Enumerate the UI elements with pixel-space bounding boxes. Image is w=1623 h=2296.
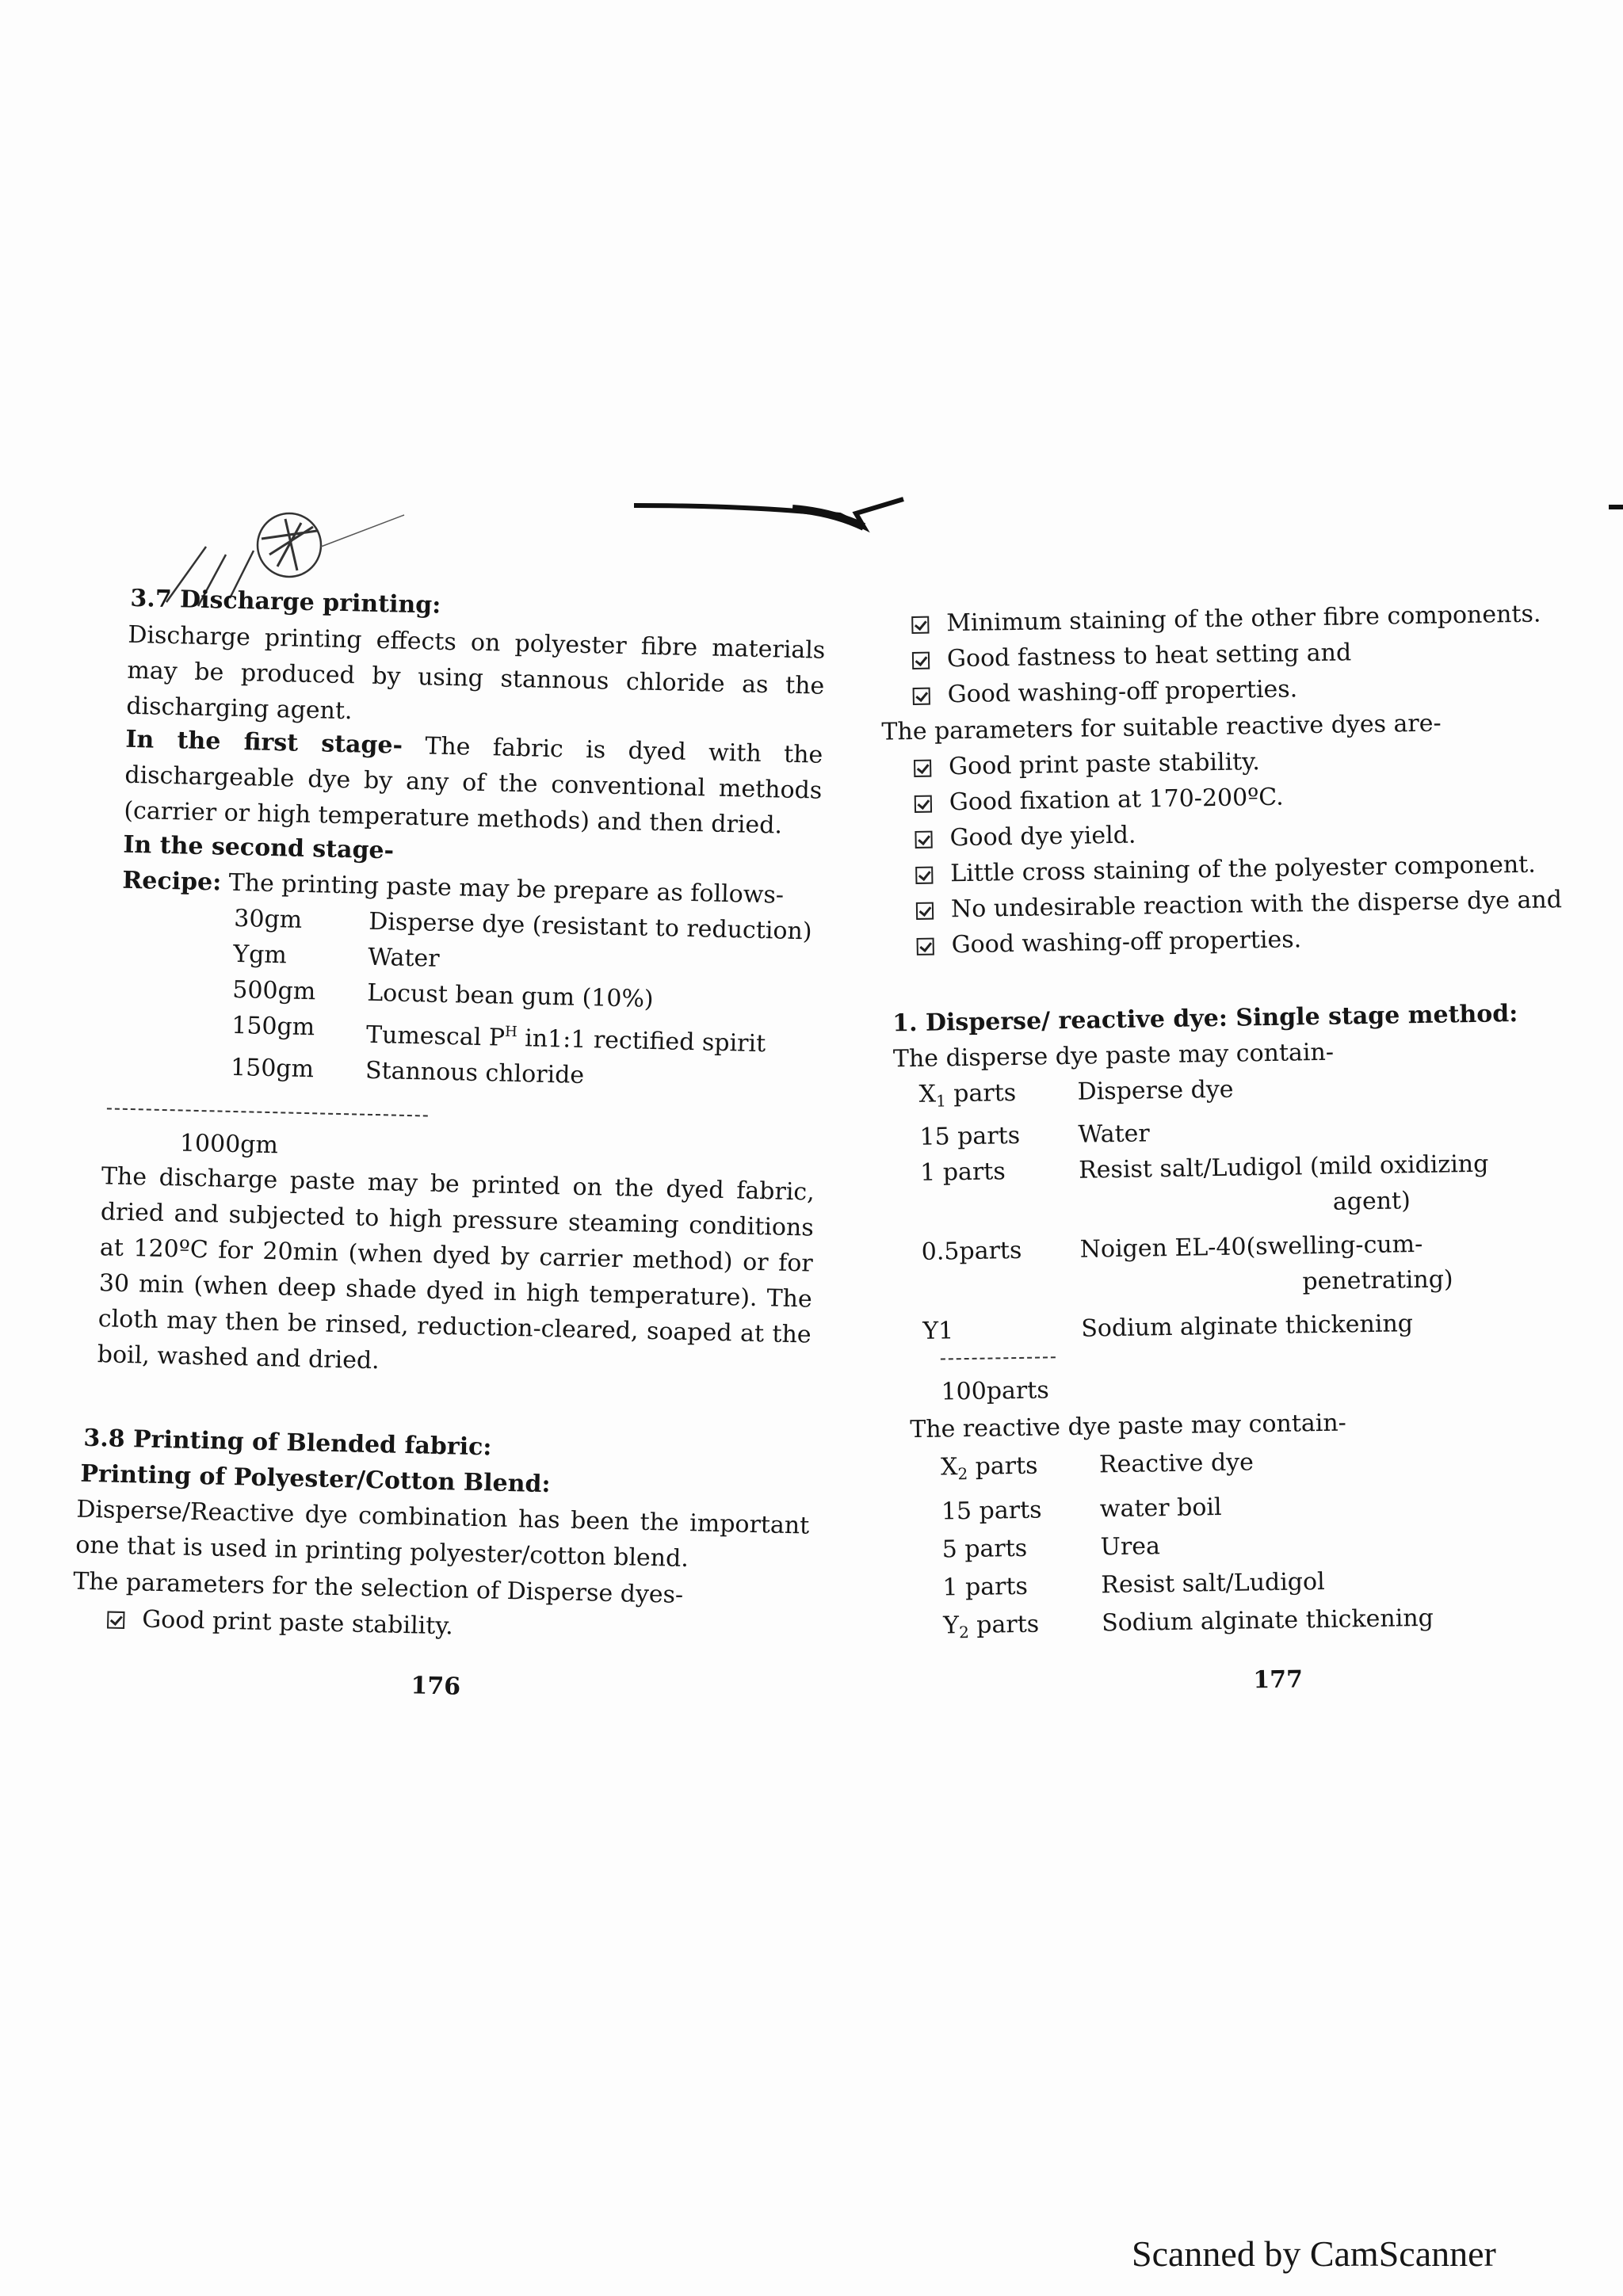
disperse-total: 100parts <box>941 1376 1049 1406</box>
paste-qty-part: parts <box>967 1451 1038 1482</box>
recipe-table <box>231 901 812 1098</box>
paste-item: Urea <box>1100 1532 1161 1562</box>
paste-row <box>922 1305 1491 1349</box>
checkbox-icon <box>915 831 932 849</box>
paste-qty: 0.5parts <box>921 1236 1022 1266</box>
recipe-item: Locust bean gum (10%) <box>366 978 655 1013</box>
checklist-text: Good washing-off properties. <box>947 675 1298 709</box>
recipe-item: Water <box>367 943 440 973</box>
blend-paragraph: Disperse/Reactive dye combination has been the important one that is used in printing polyester/cotton blend. <box>75 1495 810 1573</box>
checklist-text: No undesirable reaction with the disperse dye and <box>950 886 1563 924</box>
recipe-divider <box>107 1108 428 1116</box>
recipe-item-sup: H <box>504 1023 518 1041</box>
checklist-text: Minimum staining of the other fibre components. <box>946 600 1541 638</box>
checklist-text: Good fixation at 170-200ºC. <box>949 783 1284 817</box>
paste-item-continued: penetrating) <box>1302 1265 1453 1296</box>
recipe-item: Disperse dye (resistant to reduction) <box>368 907 812 946</box>
right-page <box>854 0 1623 1789</box>
paste-item-continued: agent) <box>1332 1187 1411 1216</box>
recipe-qty: 150gm <box>231 1011 315 1042</box>
disperse-params-intro: The parameters for the selection of Disperse dyes- <box>72 1567 684 1610</box>
paste-item: Sodium alginate thickening <box>1081 1310 1414 1343</box>
paste-qty: 15 parts <box>919 1121 1021 1151</box>
paste-row <box>943 1600 1434 1652</box>
paste-qty-part: Y <box>942 1611 960 1640</box>
checkbox-icon <box>915 867 933 884</box>
recipe-item-part: in1:1 rectified spirit <box>517 1024 766 1058</box>
checklist-text: Good washing-off properties. <box>951 925 1302 959</box>
paste-qty: Y1 <box>922 1317 954 1345</box>
paste-item: Water <box>1078 1119 1151 1149</box>
discharge-paragraph: The discharge paste may be printed on the dyed fabric, dried and subjected to high pressure steaming conditions at 120ºC for 20min (when dyed by carrier method) or for 30 min (when deep shade dyed in high temperature). The cloth may then be rinsed, reduction-cleared, soaped at the boil, washed and dried. <box>97 1162 815 1375</box>
paste-qty <box>943 1604 1102 1651</box>
paste-item: Sodium alginate thickening <box>1101 1604 1434 1638</box>
paste-item: Resist salt/Ludigol (mild oxidizing <box>1078 1150 1489 1184</box>
reactive-paste-table <box>941 1441 1434 1652</box>
checkbox-icon <box>917 938 934 955</box>
paste-qty: 1 parts <box>919 1158 1006 1187</box>
checklist-text: Good print paste stability. <box>948 748 1260 781</box>
recipe-qty: 30gm <box>233 904 303 934</box>
paste-qty-sub: 1 <box>935 1091 947 1111</box>
reactive-paste-intro: The reactive dye paste may contain- <box>910 1409 1347 1444</box>
recipe-total: 1000gm <box>179 1129 279 1160</box>
paste-item: Disperse dye <box>1077 1075 1234 1106</box>
paste-qty-part: X <box>940 1453 958 1482</box>
paste-row <box>941 1441 1432 1493</box>
recipe-qty: 150gm <box>230 1053 315 1084</box>
recipe-label: Recipe: <box>122 866 222 897</box>
page-number: 177 <box>1253 1665 1304 1695</box>
left-page <box>0 0 897 1792</box>
scanner-watermark: Scanned by CamScanner <box>1132 2233 1496 2274</box>
checkbox-icon <box>911 616 929 634</box>
checklist-text: Good fastness to heat setting and <box>946 639 1352 673</box>
paste-divider <box>941 1356 1056 1360</box>
recipe-text: The printing paste may be prepare as follows- <box>220 868 785 910</box>
checkbox-icon <box>915 795 932 813</box>
checklist-text: Good dye yield. <box>949 821 1136 852</box>
blend-subheading: Printing of Polyester/Cotton Blend: <box>80 1459 551 1499</box>
checklist-text: Little cross staining of the polyester component. <box>950 850 1536 888</box>
paste-qty <box>941 1446 1100 1493</box>
section-heading: 3.7 Discharge printing: <box>130 584 441 620</box>
paste-item: Resist salt/Ludigol <box>1101 1567 1325 1600</box>
checklist-a <box>911 597 1542 713</box>
first-stage-paragraph <box>124 722 823 845</box>
checklist-b <box>914 739 1563 963</box>
paste-qty-sub: 2 <box>958 1623 970 1642</box>
checkbox-icon <box>914 760 931 777</box>
reactive-params-intro: The parameters for suitable reactive dyes are- <box>881 709 1442 746</box>
checkbox-icon <box>912 652 930 669</box>
blended-heading: 3.8 Printing of Blended fabric: <box>83 1424 492 1462</box>
method-heading: 1. Disperse/ reactive dye: Single stage method: <box>892 1000 1518 1038</box>
paste-qty: 15 parts <box>941 1496 1042 1526</box>
checklist-item <box>107 1601 454 1645</box>
recipe-item: Stannous chloride <box>365 1056 585 1090</box>
paste-qty-part: parts <box>968 1610 1040 1640</box>
recipe-item-part: Tumescal P <box>365 1020 506 1052</box>
disperse-paste-intro: The disperse dye paste may contain- <box>892 1038 1335 1074</box>
recipe-qty: Ygm <box>232 940 288 970</box>
paste-qty-part: X <box>918 1080 937 1108</box>
disperse-paste-table <box>918 1068 1491 1349</box>
checkbox-icon <box>916 902 934 920</box>
checkbox-icon <box>913 688 930 705</box>
paste-item: Noigen EL-40(swelling-cum- <box>1079 1230 1423 1264</box>
recipe-qty: 500gm <box>231 975 316 1006</box>
checkbox-icon <box>107 1611 124 1629</box>
paste-item: water boil <box>1099 1493 1222 1524</box>
paste-qty <box>918 1074 1078 1119</box>
paste-qty-sub: 2 <box>957 1464 968 1484</box>
checklist-text: Good print paste stability. <box>141 1605 454 1641</box>
paste-qty-part: parts <box>945 1078 1017 1108</box>
intro-paragraph: Discharge printing effects on polyester fibre materials may be produced by using stannous chloride as the discharging agent. <box>126 620 826 726</box>
first-stage-label: In the first stage- <box>125 725 403 760</box>
paste-qty: 5 parts <box>941 1534 1028 1564</box>
second-stage-label: In the second stage- <box>123 830 395 865</box>
paste-qty: 1 parts <box>942 1572 1029 1602</box>
page-number: 176 <box>411 1672 461 1701</box>
first-stage-text: The fabric is dyed with the dischargeable dye by any of the conventional methods (carrier or high temperature methods) and then dried. <box>124 731 823 840</box>
paste-item: Reactive dye <box>1098 1448 1254 1479</box>
